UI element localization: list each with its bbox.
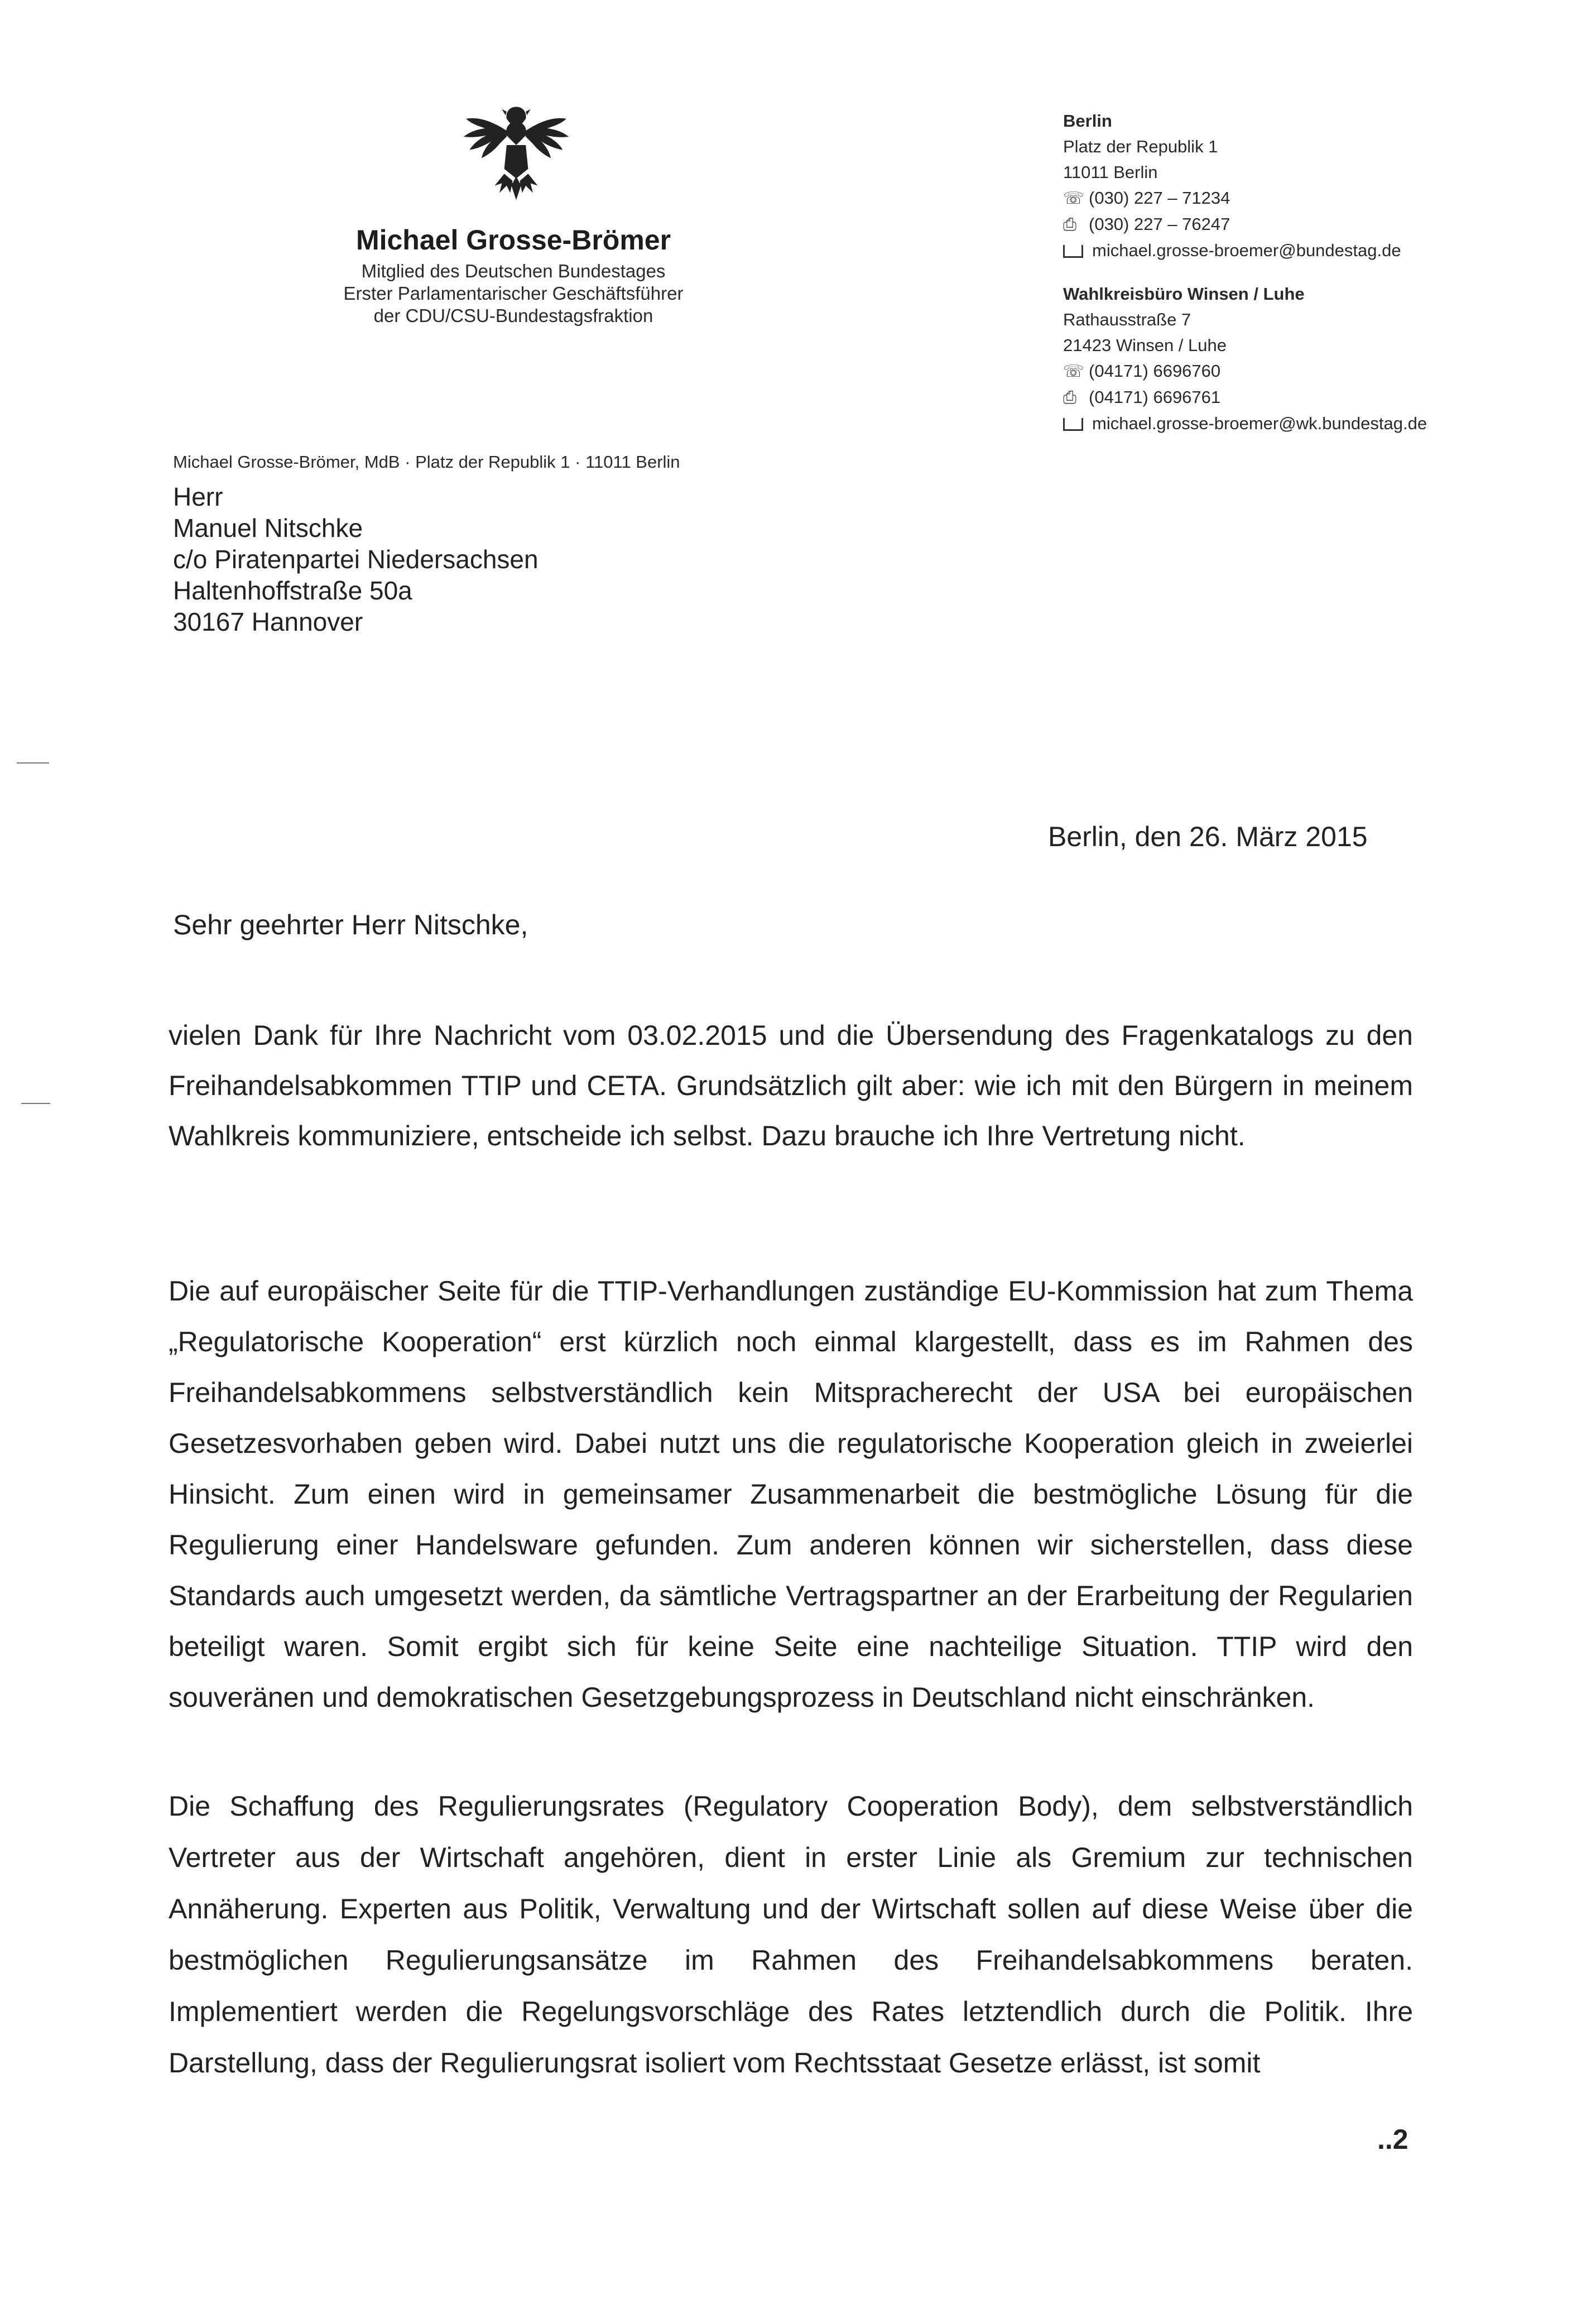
office-street: Platz der Republik 1: [1063, 137, 1218, 156]
letter-date: Berlin, den 26. März 2015: [1048, 821, 1368, 852]
office-city: 11011 Berlin: [1063, 162, 1158, 182]
recipient-city: 30167 Hannover: [173, 607, 363, 636]
federal-eagle-icon: [456, 95, 576, 214]
return-address: Michael Grosse-Brömer, MdB · Platz der Republik 1 · 11011 Berlin: [173, 452, 680, 472]
office-heading: Wahlkreisbüro Winsen / Luhe: [1063, 284, 1305, 304]
fold-mark: [17, 762, 49, 764]
telephone-icon: ☏: [1063, 189, 1084, 208]
office-berlin: [1063, 108, 1401, 263]
telephone-icon: ☏: [1063, 362, 1084, 381]
office-phone: (04171) 6696760: [1089, 361, 1221, 381]
office-constituency: [1063, 281, 1427, 436]
office-heading: Berlin: [1063, 111, 1112, 131]
recipient-salutation: Herr: [173, 482, 223, 511]
recipient-name: Manuel Nitschke: [173, 513, 363, 543]
recipient-street: Haltenhoffstraße 50a: [173, 576, 412, 605]
office-email[interactable]: michael.grosse-broemer@wk.bundestag.de: [1092, 414, 1427, 433]
office-street: Rathausstraße 7: [1063, 310, 1191, 329]
envelope-icon: [1063, 418, 1083, 431]
office-city: 21423 Winsen / Luhe: [1063, 335, 1227, 355]
body-paragraph: vielen Dank für Ihre Nachricht vom 03.02.2015 und die Übersendung des Fragenkatalogs zu den Freihandelsabkommen TTIP und CETA. Grundsätzlich gilt aber: wie ich mit den Bürgern in meinem Wahlkreis kommuniziere, entscheide ich selbst. Dazu brauche ich Ihre Vertretung nicht.: [169, 1020, 1413, 1151]
sender-name: Michael Grosse-Brömer: [355, 224, 671, 256]
recipient-org: c/o Piratenpartei Niedersachsen: [173, 545, 539, 574]
office-email[interactable]: michael.grosse-broemer@bundestag.de: [1092, 241, 1401, 260]
envelope-icon: [1063, 245, 1083, 258]
sender-title-line: Erster Parlamentarischer Geschäftsführer: [343, 283, 684, 304]
body-paragraph: Die Schaffung des Regulierungsrates (Regulatory Cooperation Body), dem selbstverständlich Vertreter aus der Wirtschaft angehören, dient in erster Linie als Gremium zur technischen Annäherung. Experten aus Politik, Verwaltung und der Wirtschaft sollen auf diese Weise über die bestmöglichen Regulierungsansätze im Rahmen des Freihandelsabkommens beraten. Implementiert werden die Regelungsvorschläge des Rates letztendlich durch die Politik. Ihre Darstellung, dass der Regulierungsrat isoliert vom Rechtsstaat Gesetze erlässt, ist somit: [169, 1791, 1413, 2079]
office-fax: (04171) 6696761: [1089, 387, 1221, 407]
body-paragraph: Die auf europäischer Seite für die TTIP-Verhandlungen zuständige EU-Kommission hat zum Thema „Regulatorische Kooperation“ erst kürzlich noch einmal klargestellt, dass es im Rahmen des Freihandelsabkommens selbstverständlich kein Mitspracherecht der USA bei europäischen Gesetzesvorhaben geben wird. Dabei nutzt uns die regulatorische Kooperation gleich in zweierlei Hinsicht. Zum einen wird in gemeinsamer Zusammenarbeit die bestmögliche Lösung für die Regulierung einer Handelsware gefunden. Zum anderen können wir sicherstellen, dass diese Standards auch umgesetzt werden, da sämtliche Vertragspartner an der Erarbeitung der Regularien beteiligt waren. Somit ergibt sich für keine Seite eine nachteilige Situation. TTIP wird den souveränen und demokratischen Gesetzgebungsprozess in Deutschland nicht einschränken.: [169, 1275, 1413, 1713]
page-marker: ..2: [1377, 2124, 1408, 2155]
fax-icon: ⎙: [1063, 388, 1076, 407]
fold-mark: [21, 1103, 50, 1104]
sender-title-line: Mitglied des Deutschen Bundestages: [361, 261, 666, 281]
greeting: Sehr geehrter Herr Nitschke,: [173, 909, 528, 940]
office-fax: (030) 227 – 76247: [1089, 214, 1230, 234]
office-phone: (030) 227 – 71234: [1089, 188, 1230, 208]
sender-title-line: der CDU/CSU-Bundestagsfraktion: [373, 305, 653, 326]
fax-icon: ⎙: [1063, 215, 1076, 234]
